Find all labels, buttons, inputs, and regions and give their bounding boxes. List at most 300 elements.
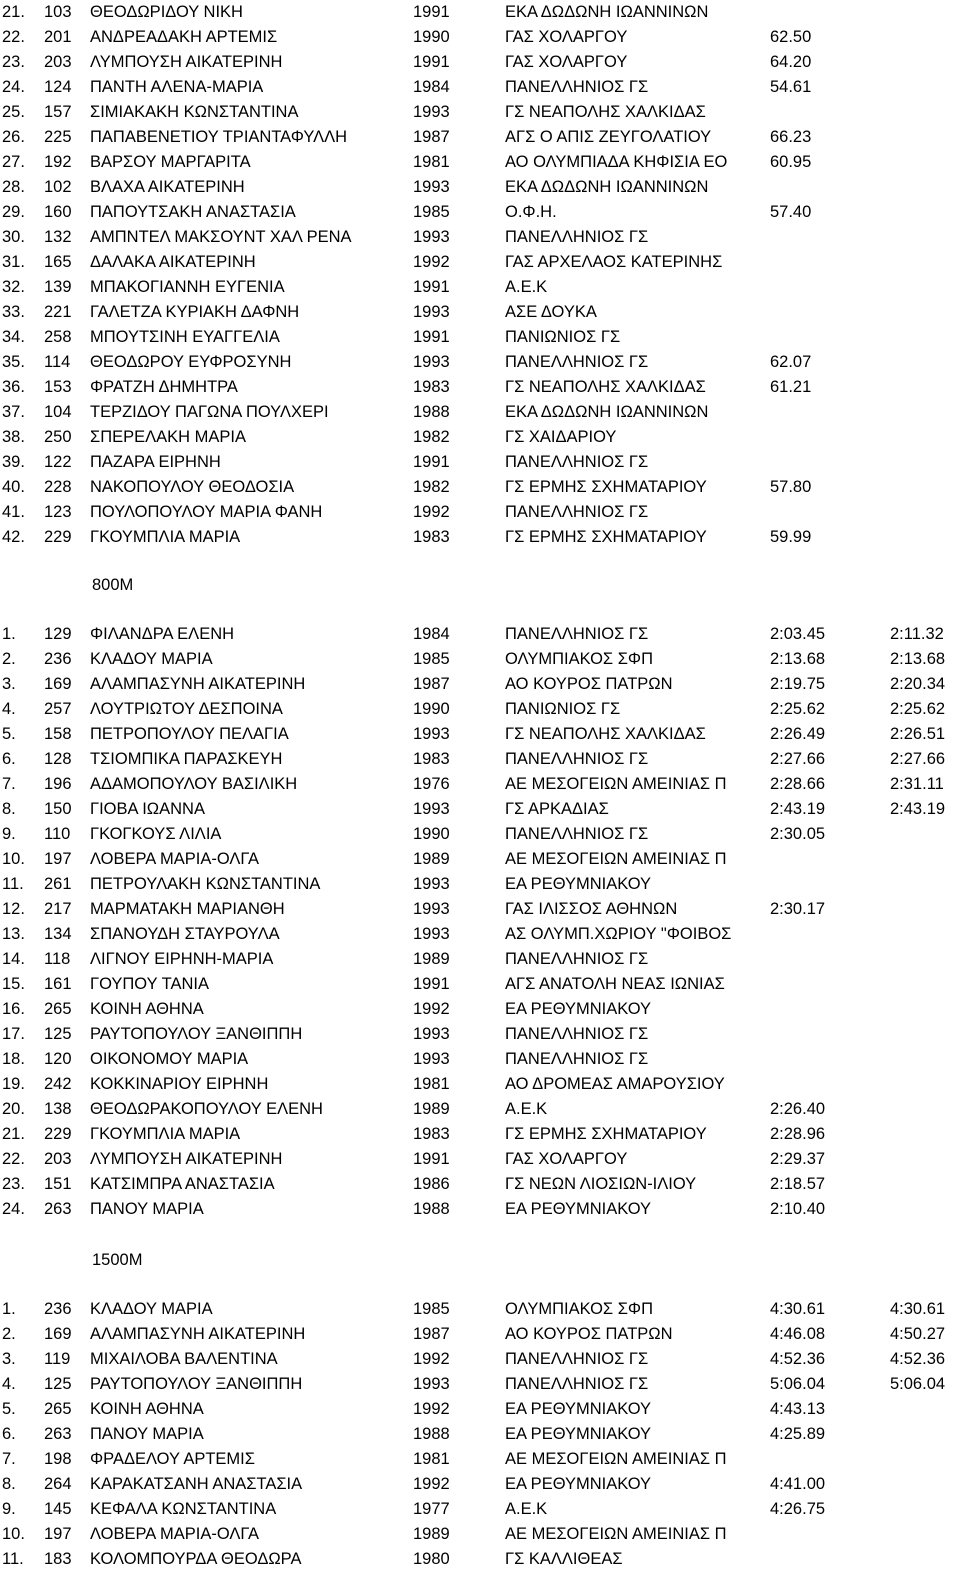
table-row	[0, 772, 960, 797]
athlete-name: ΓΚΟΥΜΠΛΙΑ ΜΑΡΙΑ	[90, 1125, 241, 1143]
result-time: 2:30.05	[770, 825, 826, 843]
birth-year: 1992	[413, 1000, 450, 1018]
club-name: ΠΑΝΙΩΝΙΟΣ ΓΣ	[505, 700, 621, 718]
rank: 23.	[2, 53, 25, 71]
athlete-name: ΛΥΜΠΟΥΣΗ ΑΙΚΑΤΕΡΙΝΗ	[90, 53, 283, 71]
birth-year: 1990	[413, 28, 450, 46]
section-heading-1500m: 1500M	[92, 1251, 143, 1269]
rank: 3.	[2, 675, 16, 693]
table-row	[0, 897, 960, 922]
result-time: 2:29.37	[770, 1150, 826, 1168]
club-name: ΠΑΝΕΛΛΗΝΙΟΣ ΓΣ	[505, 1375, 649, 1393]
result-time: 60.95	[770, 153, 812, 171]
athlete-name: ΓΟΥΠΟΥ ΤΑΝΙΑ	[90, 975, 209, 993]
rank: 6.	[2, 1425, 16, 1443]
result-time: 62.50	[770, 28, 812, 46]
table-row	[0, 225, 960, 250]
bib-number: 236	[44, 1300, 72, 1318]
result-time: 4:46.08	[770, 1325, 826, 1343]
table-row	[0, 1122, 960, 1147]
rank: 19.	[2, 1075, 25, 1093]
table-row	[0, 1547, 960, 1572]
club-name: ΠΑΝΕΛΛΗΝΙΟΣ ΓΣ	[505, 825, 649, 843]
result-time: 4:41.00	[770, 1475, 826, 1493]
club-name: ΑΣΕ ΔΟΥΚΑ	[505, 303, 597, 321]
section-heading-800m: 800M	[92, 576, 134, 594]
result-time: 2:30.17	[770, 900, 826, 918]
rank: 1.	[2, 1300, 16, 1318]
club-name: ΓΣ ΚΑΛΛΙΘΕΑΣ	[505, 1550, 623, 1568]
club-name: ΑΕ ΜΕΣΟΓΕΙΩΝ ΑΜΕΙΝΙΑΣ Π	[505, 1450, 727, 1468]
table-row	[0, 325, 960, 350]
club-name: Α.Ε.Κ	[505, 1100, 548, 1118]
table-row	[0, 847, 960, 872]
table-row	[0, 425, 960, 450]
bib-number: 157	[44, 103, 72, 121]
bib-number: 125	[44, 1025, 72, 1043]
birth-year: 1987	[413, 1325, 450, 1343]
result-time: 2:27.66	[770, 750, 826, 768]
birth-year: 1987	[413, 128, 450, 146]
result-time: 2:10.40	[770, 1200, 826, 1218]
rank: 38.	[2, 428, 25, 446]
rank: 2.	[2, 650, 16, 668]
birth-year: 1991	[413, 53, 450, 71]
athlete-name: ΑΜΠΝΤΕΛ ΜΑΚΣΟΥΝΤ ΧΑΛ ΡΕΝΑ	[90, 228, 352, 246]
birth-year: 1985	[413, 1300, 450, 1318]
birth-year: 1980	[413, 1550, 450, 1568]
bib-number: 160	[44, 203, 72, 221]
bib-number: 242	[44, 1075, 72, 1093]
club-name: ΓΣ ΝΕΩΝ ΛΙΟΣΙΩΝ-ΙΛΙΟΥ	[505, 1175, 697, 1193]
bib-number: 138	[44, 1100, 72, 1118]
result-time: 64.20	[770, 53, 812, 71]
rank: 24.	[2, 1200, 25, 1218]
athlete-name: ΣΠΑΝΟΥΔΗ ΣΤΑΥΡΟΥΛΑ	[90, 925, 280, 943]
rank: 36.	[2, 378, 25, 396]
birth-year: 1981	[413, 1450, 450, 1468]
rank: 21.	[2, 1125, 25, 1143]
table-row	[0, 200, 960, 225]
bib-number: 128	[44, 750, 72, 768]
athlete-name: ΤΣΙΟΜΠΙΚΑ ΠΑΡΑΣΚΕΥΗ	[90, 750, 283, 768]
club-name: ΑΓΣ Ο ΑΠΙΣ ΖΕΥΓΟΛΑΤΙΟΥ	[505, 128, 712, 146]
club-name: ΠΑΝΕΛΛΗΝΙΟΣ ΓΣ	[505, 750, 649, 768]
table-row	[0, 1072, 960, 1097]
table-row	[0, 75, 960, 100]
athlete-name: ΛΥΜΠΟΥΣΗ ΑΙΚΑΤΕΡΙΝΗ	[90, 1150, 283, 1168]
bib-number: 134	[44, 925, 72, 943]
birth-year: 1976	[413, 775, 450, 793]
second-time: 4:52.36	[890, 1350, 946, 1368]
rank: 21.	[2, 3, 25, 21]
club-name: ΑΟ ΟΛΥΜΠΙΑΔΑ ΚΗΦΙΣΙΑ ΕΟ	[505, 153, 728, 171]
result-time: 2:18.57	[770, 1175, 826, 1193]
athlete-name: ΠΕΤΡΟΠΟΥΛΟΥ ΠΕΛΑΓΙΑ	[90, 725, 289, 743]
bib-number: 261	[44, 875, 72, 893]
rank: 28.	[2, 178, 25, 196]
club-name: ΑΣ ΟΛΥΜΠ.ΧΩΡΙΟΥ "ΦΟΙΒΟΣ	[505, 925, 732, 943]
birth-year: 1990	[413, 825, 450, 843]
result-time: 2:28.66	[770, 775, 826, 793]
birth-year: 1992	[413, 253, 450, 271]
athlete-name: ΠΟΥΛΟΠΟΥΛΟΥ ΜΑΡΙΑ ΦΑΝΗ	[90, 503, 323, 521]
result-time: 61.21	[770, 378, 812, 396]
birth-year: 1991	[413, 975, 450, 993]
rank: 4.	[2, 1375, 16, 1393]
result-time: 2:13.68	[770, 650, 826, 668]
birth-year: 1993	[413, 1025, 450, 1043]
birth-year: 1984	[413, 78, 450, 96]
birth-year: 1993	[413, 925, 450, 943]
athlete-name: ΡΑΥΤΟΠΟΥΛΟΥ ΞΑΝΘΙΠΠΗ	[90, 1375, 303, 1393]
result-time: 4:52.36	[770, 1350, 826, 1368]
athlete-name: ΚΑΡΑΚΑΤΣΑΝΗ ΑΝΑΣΤΑΣΙΑ	[90, 1475, 303, 1493]
second-time: 2:20.34	[890, 675, 946, 693]
athlete-name: ΠΑΖΑΡΑ ΕΙΡΗΝΗ	[90, 453, 221, 471]
bib-number: 257	[44, 700, 72, 718]
athlete-name: ΚΟΚΚΙΝΑΡΙΟΥ ΕΙΡΗΝΗ	[90, 1075, 269, 1093]
rank: 30.	[2, 228, 25, 246]
athlete-name: ΑΛΑΜΠΑΣΥΝΗ ΑΙΚΑΤΕΡΙΝΗ	[90, 1325, 306, 1343]
bib-number: 250	[44, 428, 72, 446]
athlete-name: ΤΕΡΖΙΔΟΥ ΠΑΓΩΝΑ ΠΟΥΛΧΕΡΙ	[90, 403, 329, 421]
club-name: ΓΑΣ ΑΡΧΕΛΑΟΣ ΚΑΤΕΡΙΝΗΣ	[505, 253, 723, 271]
table-row	[0, 1172, 960, 1197]
athlete-name: ΠΑΝΟΥ ΜΑΡΙΑ	[90, 1425, 204, 1443]
club-name: ΕΚΑ ΔΩΔΩΝΗ ΙΩΑΝΝΙΝΩΝ	[505, 3, 709, 21]
club-name: ΠΑΝΕΛΛΗΝΙΟΣ ΓΣ	[505, 1025, 649, 1043]
bib-number: 125	[44, 1375, 72, 1393]
bib-number: 169	[44, 1325, 72, 1343]
result-time: 66.23	[770, 128, 812, 146]
athlete-name: ΛΟΒΕΡΑ ΜΑΡΙΑ-ΟΛΓΑ	[90, 1525, 259, 1543]
result-time: 57.40	[770, 203, 812, 221]
athlete-name: ΘΕΟΔΩΡΙΔΟΥ ΝΙΚΗ	[90, 3, 243, 21]
bib-number: 263	[44, 1425, 72, 1443]
table-row	[0, 1097, 960, 1122]
athlete-name: ΔΑΛΑΚΑ ΑΙΚΑΤΕΡΙΝΗ	[90, 253, 256, 271]
bib-number: 265	[44, 1000, 72, 1018]
result-time: 2:03.45	[770, 625, 826, 643]
club-name: ΕΑ ΡΕΘΥΜΝΙΑΚΟΥ	[505, 1400, 652, 1418]
birth-year: 1983	[413, 1125, 450, 1143]
rank: 25.	[2, 103, 25, 121]
birth-year: 1993	[413, 900, 450, 918]
table-row	[0, 1422, 960, 1447]
athlete-name: ΑΔΑΜΟΠΟΥΛΟΥ ΒΑΣΙΛΙΚΗ	[90, 775, 298, 793]
club-name: ΠΑΝΕΛΛΗΝΙΟΣ ΓΣ	[505, 1350, 649, 1368]
bib-number: 110	[44, 825, 71, 843]
rank: 10.	[2, 850, 25, 868]
athlete-name: ΠΑΝΤΗ ΑΛΕΝΑ-ΜΑΡΙΑ	[90, 78, 264, 96]
table-row	[0, 1397, 960, 1422]
athlete-name: ΛΟΒΕΡΑ ΜΑΡΙΑ-ΟΛΓΑ	[90, 850, 259, 868]
rank: 10.	[2, 1525, 25, 1543]
club-name: ΓΣ ΕΡΜΗΣ ΣΧΗΜΑΤΑΡΙΟΥ	[505, 1125, 707, 1143]
table-row	[0, 1372, 960, 1397]
club-name: ΑΟ ΚΟΥΡΟΣ ΠΑΤΡΩΝ	[505, 675, 673, 693]
table-row	[0, 872, 960, 897]
table-row	[0, 1522, 960, 1547]
birth-year: 1984	[413, 625, 450, 643]
rank: 14.	[2, 950, 25, 968]
athlete-name: ΓΚΟΥΜΠΛΙΑ ΜΑΡΙΑ	[90, 528, 241, 546]
birth-year: 1985	[413, 203, 450, 221]
table-row	[0, 475, 960, 500]
birth-year: 1993	[413, 228, 450, 246]
bib-number: 150	[44, 800, 72, 818]
athlete-name: ΣΠΕΡΕΛΑΚΗ ΜΑΡΙΑ	[90, 428, 247, 446]
bib-number: 258	[44, 328, 72, 346]
birth-year: 1989	[413, 1100, 450, 1118]
birth-year: 1981	[413, 153, 450, 171]
table-row	[0, 1197, 960, 1222]
second-time: 2:31.11	[890, 775, 944, 793]
athlete-name: ΓΚΟΓΚΟΥΣ ΛΙΛΙΑ	[90, 825, 222, 843]
rank: 22.	[2, 28, 25, 46]
rank: 8.	[2, 1475, 16, 1493]
bib-number: 139	[44, 278, 72, 296]
birth-year: 1987	[413, 675, 450, 693]
bib-number: 265	[44, 1400, 72, 1418]
result-time: 59.99	[770, 528, 812, 546]
club-name: Α.Ε.Κ	[505, 278, 548, 296]
rank: 22.	[2, 1150, 25, 1168]
bib-number: 201	[44, 28, 72, 46]
birth-year: 1982	[413, 478, 450, 496]
rank: 15.	[2, 975, 25, 993]
table-row	[0, 1472, 960, 1497]
table-row	[0, 1497, 960, 1522]
table-row	[0, 622, 960, 647]
rank: 6.	[2, 750, 16, 768]
rank: 5.	[2, 725, 16, 743]
rank: 9.	[2, 1500, 16, 1518]
bib-number: 122	[44, 453, 72, 471]
rank: 20.	[2, 1100, 25, 1118]
second-time: 2:25.62	[890, 700, 946, 718]
club-name: ΑΟ ΔΡΟΜΕΑΣ ΑΜΑΡΟΥΣΙΟΥ	[505, 1075, 725, 1093]
bib-number: 151	[44, 1175, 72, 1193]
table-row	[0, 1022, 960, 1047]
club-name: ΠΑΝΕΛΛΗΝΙΟΣ ΓΣ	[505, 1050, 649, 1068]
table-row	[0, 0, 960, 25]
table-row	[0, 150, 960, 175]
result-time: 2:43.19	[770, 800, 826, 818]
table-row	[0, 400, 960, 425]
second-time: 2:11.32	[890, 625, 944, 643]
birth-year: 1991	[413, 3, 450, 21]
rank: 5.	[2, 1400, 16, 1418]
birth-year: 1991	[413, 328, 450, 346]
club-name: Α.Ε.Κ	[505, 1500, 548, 1518]
table-row	[0, 1297, 960, 1322]
birth-year: 1992	[413, 1350, 450, 1368]
result-time: 2:25.62	[770, 700, 826, 718]
bib-number: 153	[44, 378, 72, 396]
bib-number: 221	[44, 303, 72, 321]
club-name: ΕΑ ΡΕΘΥΜΝΙΑΚΟΥ	[505, 875, 652, 893]
birth-year: 1993	[413, 353, 450, 371]
table-row	[0, 797, 960, 822]
result-time: 4:25.89	[770, 1425, 826, 1443]
bib-number: 145	[44, 1500, 72, 1518]
rank: 35.	[2, 353, 25, 371]
club-name: ΓΣ ΧΑΙΔΑΡΙΟΥ	[505, 428, 617, 446]
club-name: ΓΣ ΕΡΜΗΣ ΣΧΗΜΑΤΑΡΙΟΥ	[505, 478, 707, 496]
table-row	[0, 1322, 960, 1347]
table-row	[0, 1447, 960, 1472]
result-time: 57.80	[770, 478, 812, 496]
club-name: ΓΑΣ ΙΛΙΣΣΟΣ ΑΘΗΝΩΝ	[505, 900, 678, 918]
result-time: 2:28.96	[770, 1125, 826, 1143]
athlete-name: ΛΙΓΝΟΥ ΕΙΡΗΝΗ-ΜΑΡΙΑ	[90, 950, 274, 968]
birth-year: 1988	[413, 1425, 450, 1443]
result-time: 2:26.40	[770, 1100, 826, 1118]
rank: 4.	[2, 700, 16, 718]
rank: 9.	[2, 825, 16, 843]
athlete-name: ΦΡΑΔΕΛΟΥ ΑΡΤΕΜΙΣ	[90, 1450, 255, 1468]
birth-year: 1986	[413, 1175, 450, 1193]
bib-number: 264	[44, 1475, 72, 1493]
club-name: ΓΣ ΝΕΑΠΟΛΗΣ ΧΑΛΚΙΔΑΣ	[505, 103, 706, 121]
table-row	[0, 100, 960, 125]
club-name: ΠΑΝΕΛΛΗΝΙΟΣ ΓΣ	[505, 950, 649, 968]
club-name: ΓΣ ΝΕΑΠΟΛΗΣ ΧΑΛΚΙΔΑΣ	[505, 725, 706, 743]
club-name: ΓΑΣ ΧΟΛΑΡΓΟΥ	[505, 53, 628, 71]
rank: 17.	[2, 1025, 25, 1043]
birth-year: 1989	[413, 850, 450, 868]
rank: 26.	[2, 128, 25, 146]
table-row	[0, 1347, 960, 1372]
athlete-name: ΚΑΤΣΙΜΠΡΑ ΑΝΑΣΤΑΣΙΑ	[90, 1175, 275, 1193]
club-name: ΕΑ ΡΕΘΥΜΝΙΑΚΟΥ	[505, 1000, 652, 1018]
bib-number: 119	[44, 1350, 71, 1368]
bib-number: 203	[44, 1150, 72, 1168]
table-row	[0, 647, 960, 672]
athlete-name: ΑΛΑΜΠΑΣΥΝΗ ΑΙΚΑΤΕΡΙΝΗ	[90, 675, 306, 693]
bib-number: 263	[44, 1200, 72, 1218]
athlete-name: ΚΟΙΝΗ ΑΘΗΝΑ	[90, 1000, 204, 1018]
athlete-name: ΦΙΛΑΝΔΡΑ ΕΛΕΝΗ	[90, 625, 235, 643]
bib-number: 120	[44, 1050, 72, 1068]
rank: 32.	[2, 278, 25, 296]
bib-number: 217	[44, 900, 72, 918]
club-name: ΠΑΝΕΛΛΗΝΙΟΣ ΓΣ	[505, 78, 649, 96]
bib-number: 103	[44, 3, 72, 21]
table-row	[0, 997, 960, 1022]
birth-year: 1983	[413, 750, 450, 768]
result-time: 4:26.75	[770, 1500, 826, 1518]
bib-number: 229	[44, 1125, 72, 1143]
club-name: ΑΕ ΜΕΣΟΓΕΙΩΝ ΑΜΕΙΝΙΑΣ Π	[505, 775, 727, 793]
table-row	[0, 722, 960, 747]
club-name: ΓΑΣ ΧΟΛΑΡΓΟΥ	[505, 28, 628, 46]
birth-year: 1993	[413, 875, 450, 893]
bib-number: 196	[44, 775, 72, 793]
rank: 2.	[2, 1325, 16, 1343]
club-name: ΓΣ ΑΡΚΑΔΙΑΣ	[505, 800, 609, 818]
club-name: ΓΑΣ ΧΟΛΑΡΓΟΥ	[505, 1150, 628, 1168]
bib-number: 161	[44, 975, 72, 993]
club-name: ΑΓΣ ΑΝΑΤΟΛΗ ΝΕΑΣ ΙΩΝΙΑΣ	[505, 975, 725, 993]
club-name: ΑΕ ΜΕΣΟΓΕΙΩΝ ΑΜΕΙΝΙΑΣ Π	[505, 1525, 727, 1543]
birth-year: 1993	[413, 303, 450, 321]
club-name: ΕΚΑ ΔΩΔΩΝΗ ΙΩΑΝΝΙΝΩΝ	[505, 403, 709, 421]
second-time: 2:13.68	[890, 650, 946, 668]
athlete-name: ΓΙΟΒΑ ΙΩΑΝΝΑ	[90, 800, 205, 818]
athlete-name: ΦΡΑΤΖΗ ΔΗΜΗΤΡΑ	[90, 378, 238, 396]
athlete-name: ΘΕΟΔΩΡΑΚΟΠΟΥΛΟΥ ΕΛΕΝΗ	[90, 1100, 323, 1118]
rank: 34.	[2, 328, 25, 346]
bib-number: 118	[44, 950, 71, 968]
bib-number: 124	[44, 78, 72, 96]
result-time: 2:19.75	[770, 675, 826, 693]
rank: 39.	[2, 453, 25, 471]
athlete-name: ΠΑΠΑΒΕΝΕΤΙΟΥ ΤΡΙΑΝΤΑΦΥΛΛΗ	[90, 128, 348, 146]
rank: 37.	[2, 403, 25, 421]
birth-year: 1983	[413, 528, 450, 546]
rank: 27.	[2, 153, 25, 171]
birth-year: 1991	[413, 278, 450, 296]
club-name: ΟΛΥΜΠΙΑΚΟΣ ΣΦΠ	[505, 650, 653, 668]
club-name: ΠΑΝΕΛΛΗΝΙΟΣ ΓΣ	[505, 453, 649, 471]
club-name: ΟΛΥΜΠΙΑΚΟΣ ΣΦΠ	[505, 1300, 653, 1318]
bib-number: 129	[44, 625, 72, 643]
athlete-name: ΚΟΙΝΗ ΑΘΗΝΑ	[90, 1400, 204, 1418]
birth-year: 1993	[413, 178, 450, 196]
table-row	[0, 175, 960, 200]
table-row	[0, 275, 960, 300]
table-row	[0, 450, 960, 475]
second-time: 2:26.51	[890, 725, 946, 743]
athlete-name: ΒΛΑΧΑ ΑΙΚΑΤΕΡΙΝΗ	[90, 178, 245, 196]
bib-number: 225	[44, 128, 72, 146]
rank: 3.	[2, 1350, 16, 1368]
birth-year: 1993	[413, 1375, 450, 1393]
birth-year: 1983	[413, 378, 450, 396]
club-name: Ο.Φ.Η.	[505, 203, 557, 221]
rank: 16.	[2, 1000, 25, 1018]
result-time: 4:43.13	[770, 1400, 826, 1418]
rank: 1.	[2, 625, 16, 643]
birth-year: 1988	[413, 1200, 450, 1218]
second-time: 4:30.61	[890, 1300, 946, 1318]
birth-year: 1993	[413, 103, 450, 121]
birth-year: 1990	[413, 700, 450, 718]
table-row	[0, 947, 960, 972]
birth-year: 1981	[413, 1075, 450, 1093]
birth-year: 1993	[413, 1050, 450, 1068]
table-row	[0, 1047, 960, 1072]
table-row	[0, 25, 960, 50]
club-name: ΠΑΝΕΛΛΗΝΙΟΣ ΓΣ	[505, 625, 649, 643]
birth-year: 1992	[413, 1400, 450, 1418]
table-row	[0, 125, 960, 150]
athlete-name: ΚΛΑΔΟΥ ΜΑΡΙΑ	[90, 1300, 213, 1318]
athlete-name: ΟΙΚΟΝΟΜΟΥ ΜΑΡΙΑ	[90, 1050, 249, 1068]
athlete-name: ΠΑΠΟΥΤΣΑΚΗ ΑΝΑΣΤΑΣΙΑ	[90, 203, 296, 221]
table-row	[0, 250, 960, 275]
table-row	[0, 350, 960, 375]
athlete-name: ΝΑΚΟΠΟΥΛΟΥ ΘΕΟΔΟΣΙΑ	[90, 478, 295, 496]
table-row	[0, 972, 960, 997]
birth-year: 1982	[413, 428, 450, 446]
table-row	[0, 1147, 960, 1172]
result-time: 54.61	[770, 78, 812, 96]
athlete-name: ΜΠΟΥΤΣΙΝΗ ΕΥΑΓΓΕΛΙΑ	[90, 328, 280, 346]
